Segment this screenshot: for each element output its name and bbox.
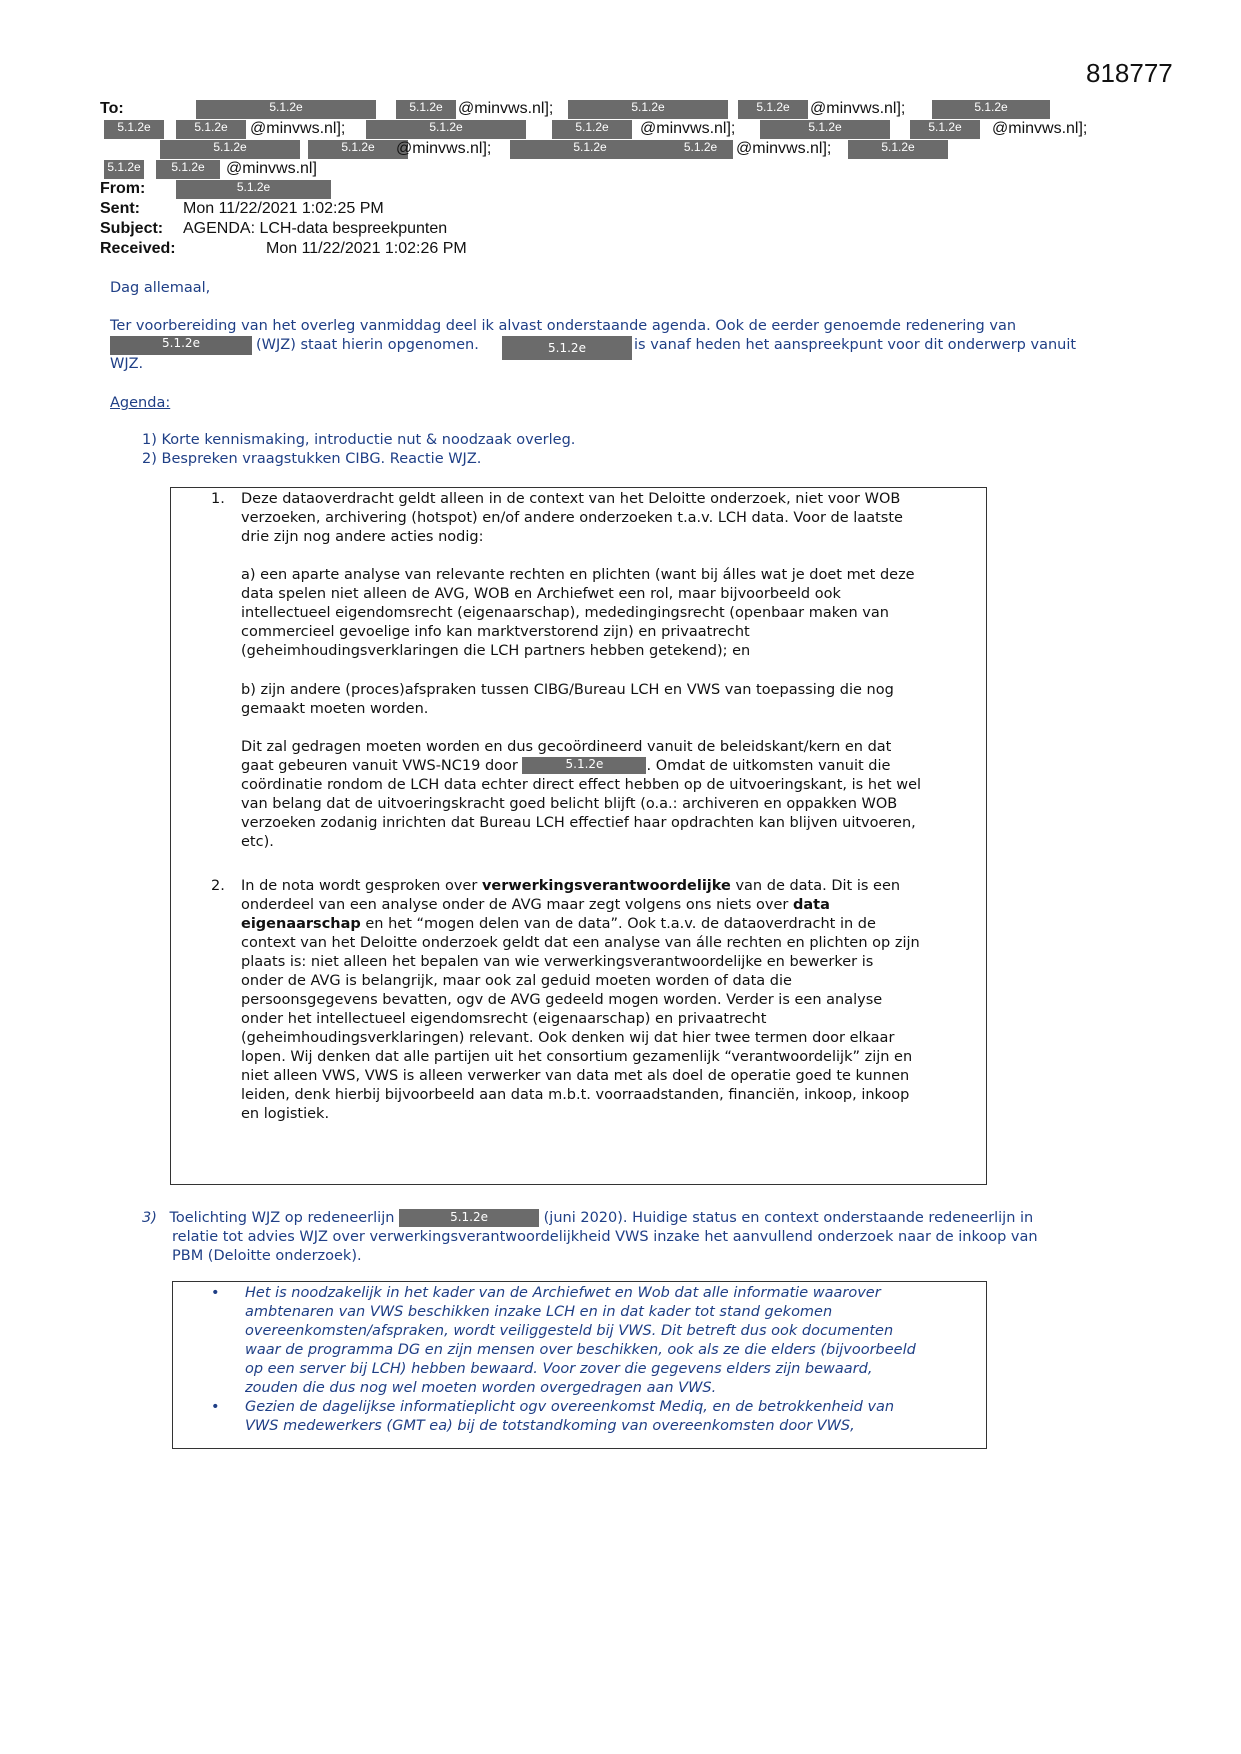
intro-2a: (WJZ) staat hierin opgenomen. [256, 337, 479, 353]
received-value: Mon 11/22/2021 1:02:26 PM [266, 240, 467, 257]
point-2-number: 2. [211, 878, 225, 894]
document-number: 818777 [1086, 58, 1173, 88]
point-c-line [241, 757, 890, 776]
subject-label: Subject: [100, 220, 164, 237]
point-2-line: en logistiek. [241, 1106, 330, 1122]
point-2-line: niet alleen VWS, VWS is alleen verwerker van data met als doel de operatie goed te kunnen [241, 1068, 910, 1084]
bold-term: eigenaarschap [241, 916, 361, 932]
point-2-line: plaats is: niet alleen het bepalen van wie verwerkingsverantwoordelijke en bewerker is [241, 954, 874, 970]
redaction-box: 5.1.2e [176, 180, 331, 199]
redaction-box: 5.1.2e [502, 336, 632, 360]
subject-row [100, 220, 448, 240]
greeting: Dag allemaal, [110, 280, 211, 296]
redaction-box: 5.1.2e [104, 120, 164, 139]
point-a-line: (geheimhoudingsverklaringen die LCH partners hebben getekend); en [241, 643, 751, 659]
agenda-item-3-line [142, 1209, 1152, 1228]
redeneerlijn-box [172, 1281, 987, 1449]
redaction-box: 5.1.2e [176, 120, 246, 139]
redaction-box: 5.1.2e [366, 120, 526, 139]
point-1-number: 1. [211, 491, 225, 507]
redaction-box: 5.1.2e [399, 1209, 539, 1227]
bullet-2-line: VWS medewerkers (GMT ea) bij de totstandkoming van overeenkomsten door VWS, [245, 1418, 855, 1434]
point-1-line: verzoeken, archivering (hotspot) en/of andere onderzoeken t.a.v. LCH data. Voor de laatste [241, 510, 903, 526]
email-domain: @minvws.nl]; [458, 100, 554, 117]
received-row [100, 240, 467, 260]
point-b-line: gemaakt moeten worden. [241, 701, 429, 717]
point-1-line: Deze dataoverdracht geldt alleen in de context van het Deloitte onderzoek, niet voor WOB [241, 491, 901, 507]
to-label: To: [100, 100, 124, 117]
point-2-line [241, 915, 876, 934]
point-b-line: b) zijn andere (proces)afspraken tussen CIBG/Bureau LCH en VWS van toepassing die nog [241, 682, 894, 698]
point-2-line: lopen. Wij denken dat alle partijen uit het consortium gezamenlijk “verantwoordelijk” zijn en [241, 1049, 913, 1065]
item-3-1a: Toelichting WJZ op redeneerlijn [169, 1210, 395, 1226]
item-3-number: 3) [142, 1210, 157, 1226]
bold-term: data [793, 897, 830, 913]
point-c-line: verzoeken zodanig inrichten dat Bureau LCH effectief haar opdrachten kan blijven uitvoeren, [241, 815, 916, 831]
sent-label: Sent: [100, 200, 140, 217]
redaction-box: 5.1.2e [932, 100, 1050, 119]
point-a-line: data spelen niet alleen de AVG, WOB en Archiefwet een rol, maar bijvoorbeeld ook [241, 586, 841, 602]
point-c-2a: gaat gebeuren vanuit VWS-NC19 door [241, 758, 518, 774]
bullet-1-line: waar de programma DG en zijn mensen over beschikken, ook als ze die elders (bijvoorbeeld [245, 1342, 916, 1358]
intro-2b: is vanaf heden het aanspreekpunt voor dit onderwerp vanuit [634, 337, 1077, 353]
email-domain: @minvws.nl]; [810, 100, 906, 117]
bold-term: verwerkingsverantwoordelijke [481, 878, 731, 894]
agenda-item-3-line: relatie tot advies WJZ over verwerkingsverantwoordelijkheid VWS inzake het aanvullend onderzoek naar de inkoop van [172, 1229, 1038, 1245]
bullet-2-line: Gezien de dagelijkse informatieplicht ogv overeenkomst Mediq, en de betrokkenheid van [245, 1399, 895, 1415]
from-row [100, 180, 271, 200]
redaction-box: 5.1.2e [910, 120, 980, 139]
point-c-2b: . Omdat de uitkomsten vanuit die [646, 758, 891, 774]
point-2-line: persoonsgegevens bevatten, ogv de AVG gedeeld mogen worden. Verder is een analyse [241, 992, 883, 1008]
redaction-box: 5.1.2e [510, 140, 670, 159]
sent-row [100, 200, 384, 220]
bullet-1-line: overeenkomsten/afspraken, wordt veiliggesteld bij VWS. Dit betreft dus ook documenten [245, 1323, 894, 1339]
bullet-icon: • [211, 1399, 220, 1415]
bullet-1-line: Het is noodzakelijk in het kader van de Archiefwet en Wob dat alle informatie waarover [245, 1285, 881, 1301]
text-span: onderdeel van een analyse onder de AVG maar zegt volgens ons niets over [241, 897, 793, 913]
redaction-box: 5.1.2e [738, 100, 808, 119]
point-1-line: drie zijn nog andere acties nodig: [241, 529, 484, 545]
redaction-box: 5.1.2e [160, 140, 300, 159]
redaction-box: 5.1.2e [110, 336, 252, 355]
redaction-box: 5.1.2e [156, 160, 220, 179]
point-c-line: Dit zal gedragen moeten worden en dus gecoördineerd vanuit de beleidskant/kern en dat [241, 739, 892, 755]
email-domain: @minvws.nl]; [992, 120, 1088, 137]
redaction-box: 5.1.2e [396, 100, 456, 119]
sent-value: Mon 11/22/2021 1:02:25 PM [183, 200, 384, 217]
point-2-line [241, 896, 830, 915]
point-2-line [241, 877, 900, 896]
redaction-box: 5.1.2e [568, 100, 728, 119]
point-2-line: leiden, denk hierbij bijvoorbeeld aan data m.b.t. voorraadstanden, financiën, inkoop, inkoop [241, 1087, 910, 1103]
agenda-item-3-line: PBM (Deloitte onderzoek). [172, 1248, 362, 1264]
intro-line-1: Ter voorbereiding van het overleg vanmiddag deel ik alvast onderstaande agenda. Ook de eerder genoemde redenering van [110, 318, 1017, 334]
item-3-1b: (juni 2020). Huidige status en context onderstaande redeneerlijn in [543, 1210, 1034, 1226]
point-a-line: a) een aparte analyse van relevante rechten en plichten (want bij álles wat je doet met deze [241, 567, 915, 583]
point-c-line: van belang dat de uitvoeringskracht goed belicht blijft (o.a.: archiveren en oppakken WOB [241, 796, 898, 812]
bullet-1-line: ambtenaren van VWS beschikken inzake LCH en in dat kader tot stand gekomen [245, 1304, 833, 1320]
bullet-1-line: zouden die dus nog wel moeten worden overgedragen aan VWS. [245, 1380, 717, 1396]
agenda-heading: Agenda: [110, 395, 171, 411]
redaction-box: 5.1.2e [104, 160, 144, 179]
point-c-line: coördinatie rondom de LCH data echter direct effect hebben op de uitvoeringskant, is het wel [241, 777, 922, 793]
email-domain: @minvws.nl]; [396, 140, 492, 157]
intro-line-2 [110, 336, 1120, 355]
redaction-box: 5.1.2e [552, 120, 632, 139]
bullet-1-line: op een server bij LCH) hebben bewaard. Voor zover die gegevens elders zijn bewaard, [245, 1361, 873, 1377]
text-span: en het “mogen delen van de data”. Ook t.a.v. de dataoverdracht in de [360, 916, 876, 932]
intro-line-3: WJZ. [110, 356, 144, 372]
point-a-line: intellectueel eigendomsrecht (eigenaarschap), mededingingsrecht (openbaar maken van [241, 605, 889, 621]
bullet-icon: • [211, 1285, 220, 1301]
text-span: In de nota wordt gesproken over [241, 878, 482, 894]
redaction-box: 5.1.2e [668, 140, 733, 159]
agenda-item-2: 2) Bespreken vraagstukken CIBG. Reactie WJZ. [142, 451, 482, 467]
redaction-box: 5.1.2e [308, 140, 408, 159]
email-domain: @minvws.nl]; [736, 140, 832, 157]
redaction-box: 5.1.2e [522, 757, 646, 774]
reaction-box [170, 487, 987, 1185]
email-domain: @minvws.nl]; [640, 120, 736, 137]
redaction-box: 5.1.2e [848, 140, 948, 159]
point-2-line: context van het Deloitte onderzoek geldt dat een analyse van álle rechten en plichten op zijn [241, 935, 920, 951]
from-label: From: [100, 180, 146, 197]
point-a-line: commercieel gevoelige info kan marktverstorend zijn) en privaatrecht [241, 624, 750, 640]
to-row [100, 100, 1008, 120]
point-c-line: etc). [241, 834, 274, 850]
point-2-line: onder het intellectueel eigendomsrecht (eigenaarschap) en privaatrecht [241, 1011, 767, 1027]
point-2-line: onder de AVG is belangrijk, maar ook zal geduid moeten worden of data die [241, 973, 792, 989]
text-span: van de data. Dit is een [730, 878, 901, 894]
redaction-box: 5.1.2e [760, 120, 890, 139]
email-domain: @minvws.nl] [226, 160, 317, 177]
received-label: Received: [100, 240, 176, 257]
subject-value: AGENDA: LCH-data bespreekpunten [183, 220, 448, 237]
agenda-item-1: 1) Korte kennismaking, introductie nut & noodzaak overleg. [142, 432, 576, 448]
email-domain: @minvws.nl]; [250, 120, 346, 137]
point-2-line: (geheimhoudingsverklaringen) relevant. Ook denken wij dat hier twee termen door elkaar [241, 1030, 895, 1046]
redaction-box: 5.1.2e [196, 100, 376, 119]
